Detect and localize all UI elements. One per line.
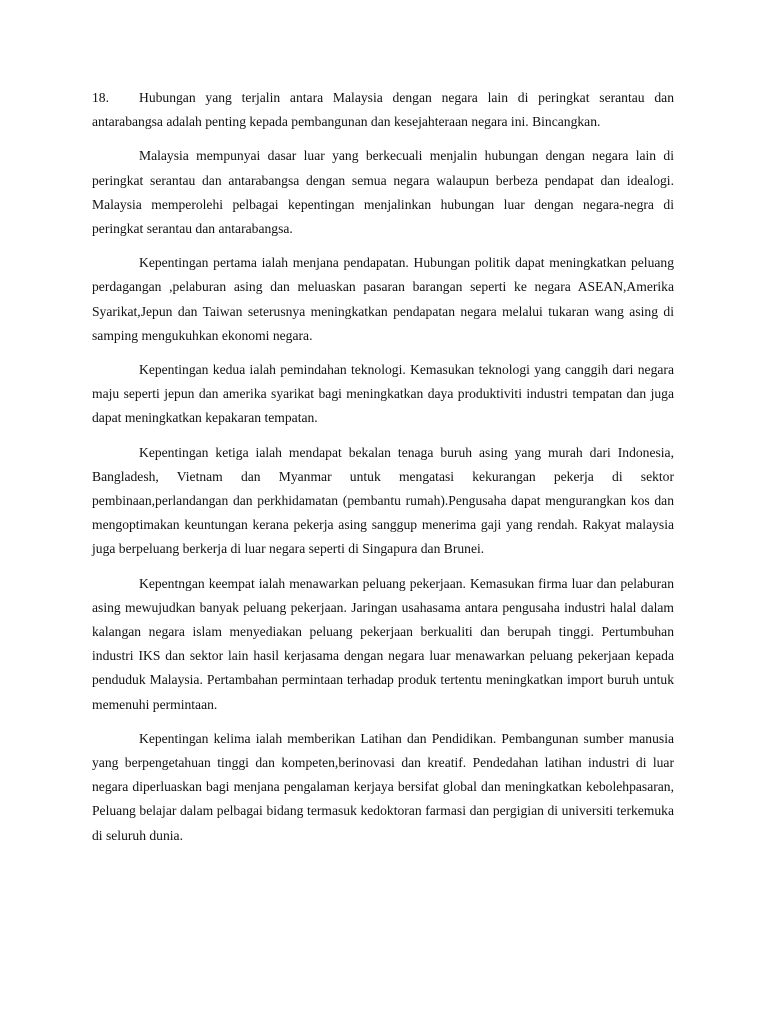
document-page <box>92 86 674 858</box>
paragraph-fourth-point: Kepentngan keempat ialah menawarkan peluang pekerjaan. Kemasukan firma luar dan pelaburan asing mewujudkan banyak peluang pekerjaan. Jaringan usahasama antara pengusaha industri halal dalam kalangan negara islam menyediakan peluang pekerjaan berkualiti dan berupah tinggi. Pertumbuhan industri IKS dan sektor lain hasil kerjasama dengan negara luar menawarkan peluang pekerjaan kepada penduduk Malaysia. Pertambahan permintaan terhadap produk tertentu meningkatkan import buruh untuk memenuhi permintaan. <box>92 575 674 712</box>
paragraph-fifth-point: Kepentingan kelima ialah memberikan Latihan dan Pendidikan. Pembangunan sumber manusia yang berpengetahuan tinggi dan kompeten,berinovasi dan kreatif. Pendedahan latihan industri di luar negara diperluaskan bagi menjana pengalaman kerjaya bersifat global dan meningkatkan kebolehpasaran, Peluang belajar dalam pelbagai bidang termasuk kedoktoran farmasi dan pergigian di universiti terkemuka di seluruh dunia. <box>92 730 674 843</box>
paragraph-third-point: Kepentingan ketiga ialah mendapat bekalan tenaga buruh asing yang murah dari Indonesia, Bangladesh, Vietnam dan Myanmar untuk mengatasi kekurangan pekerja di sektor pembinaan,perlandangan dan perkhidamatan (pembantu rumah).Pengusaha dapat mengurangkan kos dan mengoptimakan keuntungan kerana pekerja asing sanggup menerima gaji yang rendah. Rakyat malaysia juga berpeluang berkerja di luar negara seperti di Singapura dan Brunei. <box>92 444 674 557</box>
question-text: Hubungan yang terjalin antara Malaysia dengan negara lain di peringkat serantau dan antarabangsa adalah penting kepada pembangunan dan kesejahteraan negara ini. Bincangkan. <box>92 90 674 130</box>
paragraph-introduction: Malaysia mempunyai dasar luar yang berkecuali menjalin hubungan dengan negara lain di peringkat serantau dan antarabangsa dengan semua negara walaupun berbeza pendapat dan idealogi. Malaysia memperolehi pelbagai kepentingan menjalinkan hubungan luar dengan negara-negra di peringkat serantau dan antarabangsa. <box>92 148 674 237</box>
question <box>92 86 674 134</box>
question-number: 18. <box>92 90 109 105</box>
paragraph-first-point: Kepentingan pertama ialah menjana pendapatan. Hubungan politik dapat meningkatkan peluang perdagangan ,pelaburan asing dan meluaskan pasaran barangan seperti ke negara ASEAN,Amerika Syarikat,Jepun dan Taiwan seterusnya meningkatkan pendapatan negara melalui tukaran wang asing di samping mengukuhkan ekonomi negara. <box>92 255 674 343</box>
paragraph-second-point: Kepentingan kedua ialah pemindahan teknologi. Kemasukan teknologi yang canggih dari negara maju seperti jepun dan amerika syarikat bagi meningkatkan daya produktiviti industri tempatan dan juga dapat meningkatkan kepakaran tempatan. <box>92 362 674 426</box>
